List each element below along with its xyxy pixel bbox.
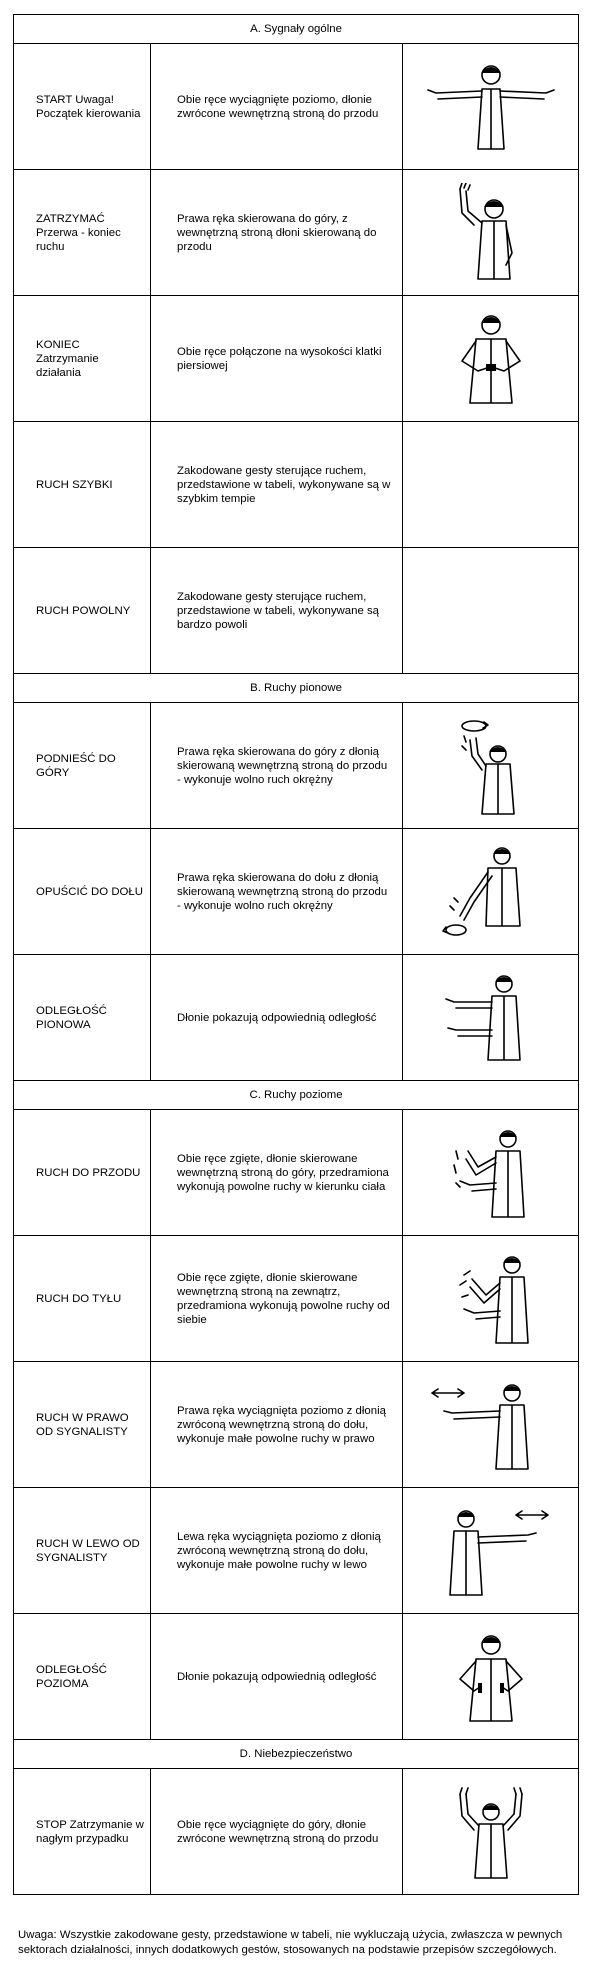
signal-description: Prawa ręka skierowana do góry z dłonią skierowaną wewnętrzną stroną do przodu - wykonuje wolno ruch okrężny [151, 703, 403, 829]
table-row [14, 170, 579, 296]
signal-description: Obie ręce zgięte, dłonie skierowane wewnętrzną stroną do góry, przedramiona wykonują powolne ruchy w kierunku ciała [151, 1110, 403, 1236]
table-row [14, 955, 579, 1081]
empty-cell [403, 422, 579, 548]
signal-name: RUCH W LEWO OD SYGNALISTY [14, 1488, 151, 1614]
signal-description: Obie ręce zgięte, dłonie skierowane wewnętrzną stroną na zewnątrz, przedramiona wykonują powolne ruchy od siebie [151, 1236, 403, 1362]
table-row [14, 1769, 579, 1895]
signal-name: ZATRZYMAĆ Przerwa - koniec ruchu [14, 170, 151, 296]
table-row [14, 1488, 579, 1614]
raise-circle-signaler-icon [416, 716, 566, 816]
section-header [14, 674, 579, 703]
arms-horizontal-signaler-icon [416, 57, 566, 157]
signal-name: KONIEC Zatrzymanie działania [14, 296, 151, 422]
table-row [14, 703, 579, 829]
signal-name: RUCH DO PRZODU [14, 1110, 151, 1236]
signal-description: Dłonie pokazują odpowiednią odległość [151, 1614, 403, 1740]
hands-clasped-signaler-icon [416, 309, 566, 409]
signal-name: START Uwaga! Początek kierowania [14, 44, 151, 170]
signal-description: Prawa ręka skierowana do góry, z wewnętrzną stroną dłoni skierowaną do przodu [151, 170, 403, 296]
signals-table [13, 14, 579, 1895]
footnote: Uwaga: Wszystkie zakodowane gesty, przedstawione w tabeli, nie wykluczają użycia, zwłaszcza w pewnych sektorach działalności, innych dodatkowych gestów, stosowanych na podstawie przepisów szczegółowych. [18, 1929, 563, 1956]
signal-name: RUCH W PRAWO OD SYGNALISTY [14, 1362, 151, 1488]
signal-name: ODLEGŁOŚĆ POZIOMA [14, 1614, 151, 1740]
move-right-signaler-icon [416, 1375, 566, 1475]
table-row [14, 1614, 579, 1740]
move-left-signaler-icon [416, 1501, 566, 1601]
section-title: D. Niebezpieczeństwo [14, 1740, 579, 1769]
signal-description: Obie ręce wyciągnięte poziomo, dłonie zwrócone wewnętrzną stroną do przodu [151, 44, 403, 170]
move-forward-signaler-icon [416, 1123, 566, 1223]
right-arm-up-signaler-icon [416, 183, 566, 283]
section-title: A. Sygnały ogólne [14, 15, 579, 44]
section-header [14, 15, 579, 44]
section-title: B. Ruchy pionowe [14, 674, 579, 703]
signal-name: OPUŚCIĆ DO DOŁU [14, 829, 151, 955]
section-header [14, 1081, 579, 1110]
move-backward-signaler-icon [416, 1249, 566, 1349]
table-row [14, 1110, 579, 1236]
signal-description: Prawa ręka wyciągnięta poziomo z dłonią zwróconą wewnętrzną stroną do dołu, wykonuje małe powolne ruchy w prawo [151, 1362, 403, 1488]
vertical-distance-signaler-icon [416, 968, 566, 1068]
signal-name: ODLEGŁOŚĆ PIONOWA [14, 955, 151, 1081]
lower-circle-signaler-icon [416, 842, 566, 942]
signal-description: Dłonie pokazują odpowiednią odległość [151, 955, 403, 1081]
signal-description: Prawa ręka skierowana do dołu z dłonią skierowaną wewnętrzną stroną do przodu - wykonuje wolno ruch okrężny [151, 829, 403, 955]
table-row [14, 422, 579, 548]
table-row [14, 1362, 579, 1488]
signal-name: STOP Zatrzymanie w nagłym przypadku [14, 1769, 151, 1895]
horizontal-distance-signaler-icon [416, 1627, 566, 1727]
signal-description: Zakodowane gesty sterujące ruchem, przedstawione w tabeli, wykonywane są bardzo powoli [151, 548, 403, 674]
signal-description: Lewa ręka wyciągnięta poziomo z dłonią zwróconą wewnętrzną stroną do dołu, wykonuje małe powolne ruchy w lewo [151, 1488, 403, 1614]
both-arms-up-signaler-icon [416, 1782, 566, 1882]
signal-description: Zakodowane gesty sterujące ruchem, przedstawione w tabeli, wykonywane są w szybkim tempie [151, 422, 403, 548]
table-row [14, 1236, 579, 1362]
table-row [14, 829, 579, 955]
table-row [14, 548, 579, 674]
signal-name: PODNIEŚĆ DO GÓRY [14, 703, 151, 829]
signal-name: RUCH SZYBKI [14, 422, 151, 548]
table-row [14, 44, 579, 170]
signal-name: RUCH DO TYŁU [14, 1236, 151, 1362]
signal-description: Obie ręce połączone na wysokości klatki piersiowej [151, 296, 403, 422]
signal-name: RUCH POWOLNY [14, 548, 151, 674]
table-row [14, 296, 579, 422]
signal-description: Obie ręce wyciągnięte do góry, dłonie zwrócone wewnętrzną stroną do przodu [151, 1769, 403, 1895]
section-title: C. Ruchy poziome [14, 1081, 579, 1110]
section-header [14, 1740, 579, 1769]
empty-cell [403, 548, 579, 674]
